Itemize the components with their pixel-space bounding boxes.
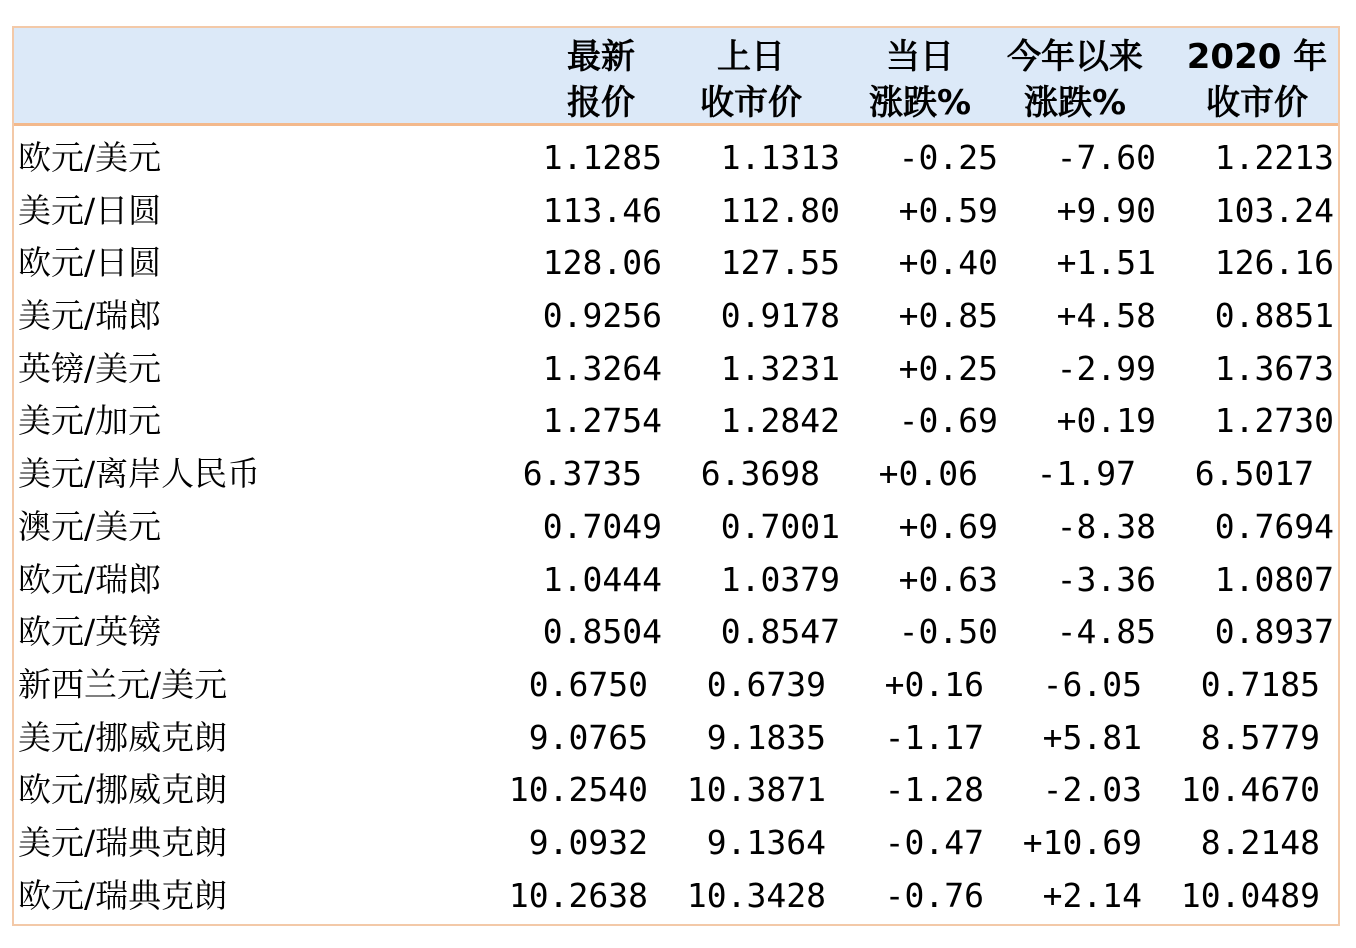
close-2020: 126.16 <box>1214 243 1334 283</box>
latest-quote: 1.1285 <box>542 138 662 177</box>
currency-pair: 美元/挪威克朗 <box>18 717 228 757</box>
table-row <box>14 764 1338 817</box>
currency-pair: 欧元/英镑 <box>18 612 162 652</box>
close-2020: 0.7694 <box>1214 506 1334 546</box>
header-day-change: 当日 涨跌% <box>868 37 972 123</box>
table-row <box>14 659 1338 712</box>
day-change: +0.85 <box>898 296 998 336</box>
table-row <box>14 185 1338 238</box>
prev-close: 10.3428 <box>686 875 826 915</box>
day-change: +0.63 <box>898 559 998 599</box>
ytd-change: +2.14 <box>1042 875 1142 915</box>
table-header <box>14 28 1338 126</box>
latest-quote: 1.2754 <box>542 401 662 441</box>
day-change: -0.76 <box>884 875 984 915</box>
latest-quote: 10.2540 <box>508 770 648 810</box>
day-change: -0.69 <box>898 401 998 441</box>
latest-quote: 9.0765 <box>528 717 648 757</box>
ytd-change: +1.51 <box>1056 243 1156 283</box>
day-change: -0.47 <box>884 822 984 862</box>
latest-quote: 0.7049 <box>542 506 662 546</box>
latest-quote: 10.2638 <box>508 875 648 915</box>
table-row <box>14 237 1338 290</box>
latest-quote: 1.0444 <box>542 559 662 599</box>
header-ytd-change: 今年以来 涨跌% <box>1007 37 1143 123</box>
latest-quote: 113.46 <box>542 190 662 230</box>
day-change: +0.06 <box>878 454 978 494</box>
table-row <box>14 606 1338 659</box>
currency-pair: 欧元/瑞典克朗 <box>18 875 228 915</box>
prev-close: 0.6739 <box>706 664 826 704</box>
latest-quote: 0.9256 <box>542 296 662 336</box>
table-row <box>14 554 1338 607</box>
ytd-change: -2.99 <box>1056 348 1156 388</box>
day-change: -1.17 <box>884 717 984 757</box>
currency-pair: 美元/离岸人民币 <box>18 454 261 494</box>
table-row <box>14 712 1338 765</box>
latest-quote: 1.3264 <box>542 348 662 388</box>
latest-quote: 6.3735 <box>522 454 642 494</box>
close-2020: 10.4670 <box>1180 770 1320 810</box>
ytd-change: +4.58 <box>1056 296 1156 336</box>
ytd-change: -1.97 <box>1036 454 1136 494</box>
close-2020: 6.5017 <box>1194 454 1314 494</box>
currency-pair: 欧元/美元 <box>18 138 162 177</box>
ytd-change: +0.19 <box>1056 401 1156 441</box>
day-change: -0.25 <box>898 138 998 177</box>
close-2020: 0.7185 <box>1200 664 1320 704</box>
day-change: +0.25 <box>898 348 998 388</box>
prev-close: 0.7001 <box>720 506 840 546</box>
table-row <box>14 817 1338 870</box>
prev-close: 0.8547 <box>720 612 840 652</box>
ytd-change: -6.05 <box>1042 664 1142 704</box>
header-2020-close: 2020 年 收市价 <box>1186 37 1328 123</box>
currency-pair: 欧元/瑞郎 <box>18 559 162 599</box>
prev-close: 6.3698 <box>700 454 820 494</box>
currency-pair: 欧元/挪威克朗 <box>18 770 228 810</box>
close-2020: 10.0489 <box>1180 875 1320 915</box>
table-row <box>14 395 1338 448</box>
prev-close: 1.0379 <box>720 559 840 599</box>
close-2020: 1.0807 <box>1214 559 1334 599</box>
prev-close: 1.3231 <box>720 348 840 388</box>
ytd-change: -2.03 <box>1042 770 1142 810</box>
prev-close: 112.80 <box>720 190 840 230</box>
close-2020: 1.2730 <box>1214 401 1334 441</box>
prev-close: 9.1835 <box>706 717 826 757</box>
table-row <box>14 448 1338 501</box>
ytd-change: +5.81 <box>1042 717 1142 757</box>
day-change: +0.69 <box>898 506 998 546</box>
prev-close: 1.2842 <box>720 401 840 441</box>
close-2020: 103.24 <box>1214 190 1334 230</box>
latest-quote: 128.06 <box>542 243 662 283</box>
prev-close: 0.9178 <box>720 296 840 336</box>
currency-pair: 美元/瑞郎 <box>18 296 162 336</box>
currency-pair: 英镑/美元 <box>18 348 162 388</box>
close-2020: 0.8851 <box>1214 296 1334 336</box>
currency-pair: 美元/加元 <box>18 401 162 441</box>
currency-pair: 澳元/美元 <box>18 506 162 546</box>
header-prev-close: 上日 收市价 <box>700 37 802 123</box>
close-2020: 1.2213 <box>1214 138 1334 177</box>
prev-close: 9.1364 <box>706 822 826 862</box>
header-latest-quote: 最新 报价 <box>567 37 635 123</box>
ytd-change: +9.90 <box>1056 190 1156 230</box>
table-row <box>14 343 1338 396</box>
ytd-change: -8.38 <box>1056 506 1156 546</box>
ytd-change: +10.69 <box>1022 822 1142 862</box>
table-row <box>14 501 1338 554</box>
day-change: -0.50 <box>898 612 998 652</box>
currency-pair: 美元/日圆 <box>18 190 162 230</box>
table-row <box>14 870 1338 923</box>
day-change: -1.28 <box>884 770 984 810</box>
day-change: +0.59 <box>898 190 998 230</box>
close-2020: 8.5779 <box>1200 717 1320 757</box>
close-2020: 1.3673 <box>1214 348 1334 388</box>
currency-pair: 欧元/日圆 <box>18 243 162 283</box>
ytd-change: -7.60 <box>1056 138 1156 177</box>
table-body <box>14 132 1338 922</box>
prev-close: 1.1313 <box>720 138 840 177</box>
currency-pair: 新西兰元/美元 <box>18 664 228 704</box>
latest-quote: 0.8504 <box>542 612 662 652</box>
close-2020: 0.8937 <box>1214 612 1334 652</box>
prev-close: 127.55 <box>720 243 840 283</box>
latest-quote: 0.6750 <box>528 664 648 704</box>
table-row <box>14 132 1338 185</box>
ytd-change: -3.36 <box>1056 559 1156 599</box>
day-change: +0.16 <box>884 664 984 704</box>
table-row <box>14 290 1338 343</box>
ytd-change: -4.85 <box>1056 612 1156 652</box>
latest-quote: 9.0932 <box>528 822 648 862</box>
day-change: +0.40 <box>898 243 998 283</box>
close-2020: 8.2148 <box>1200 822 1320 862</box>
currency-pair: 美元/瑞典克朗 <box>18 822 228 862</box>
prev-close: 10.3871 <box>686 770 826 810</box>
